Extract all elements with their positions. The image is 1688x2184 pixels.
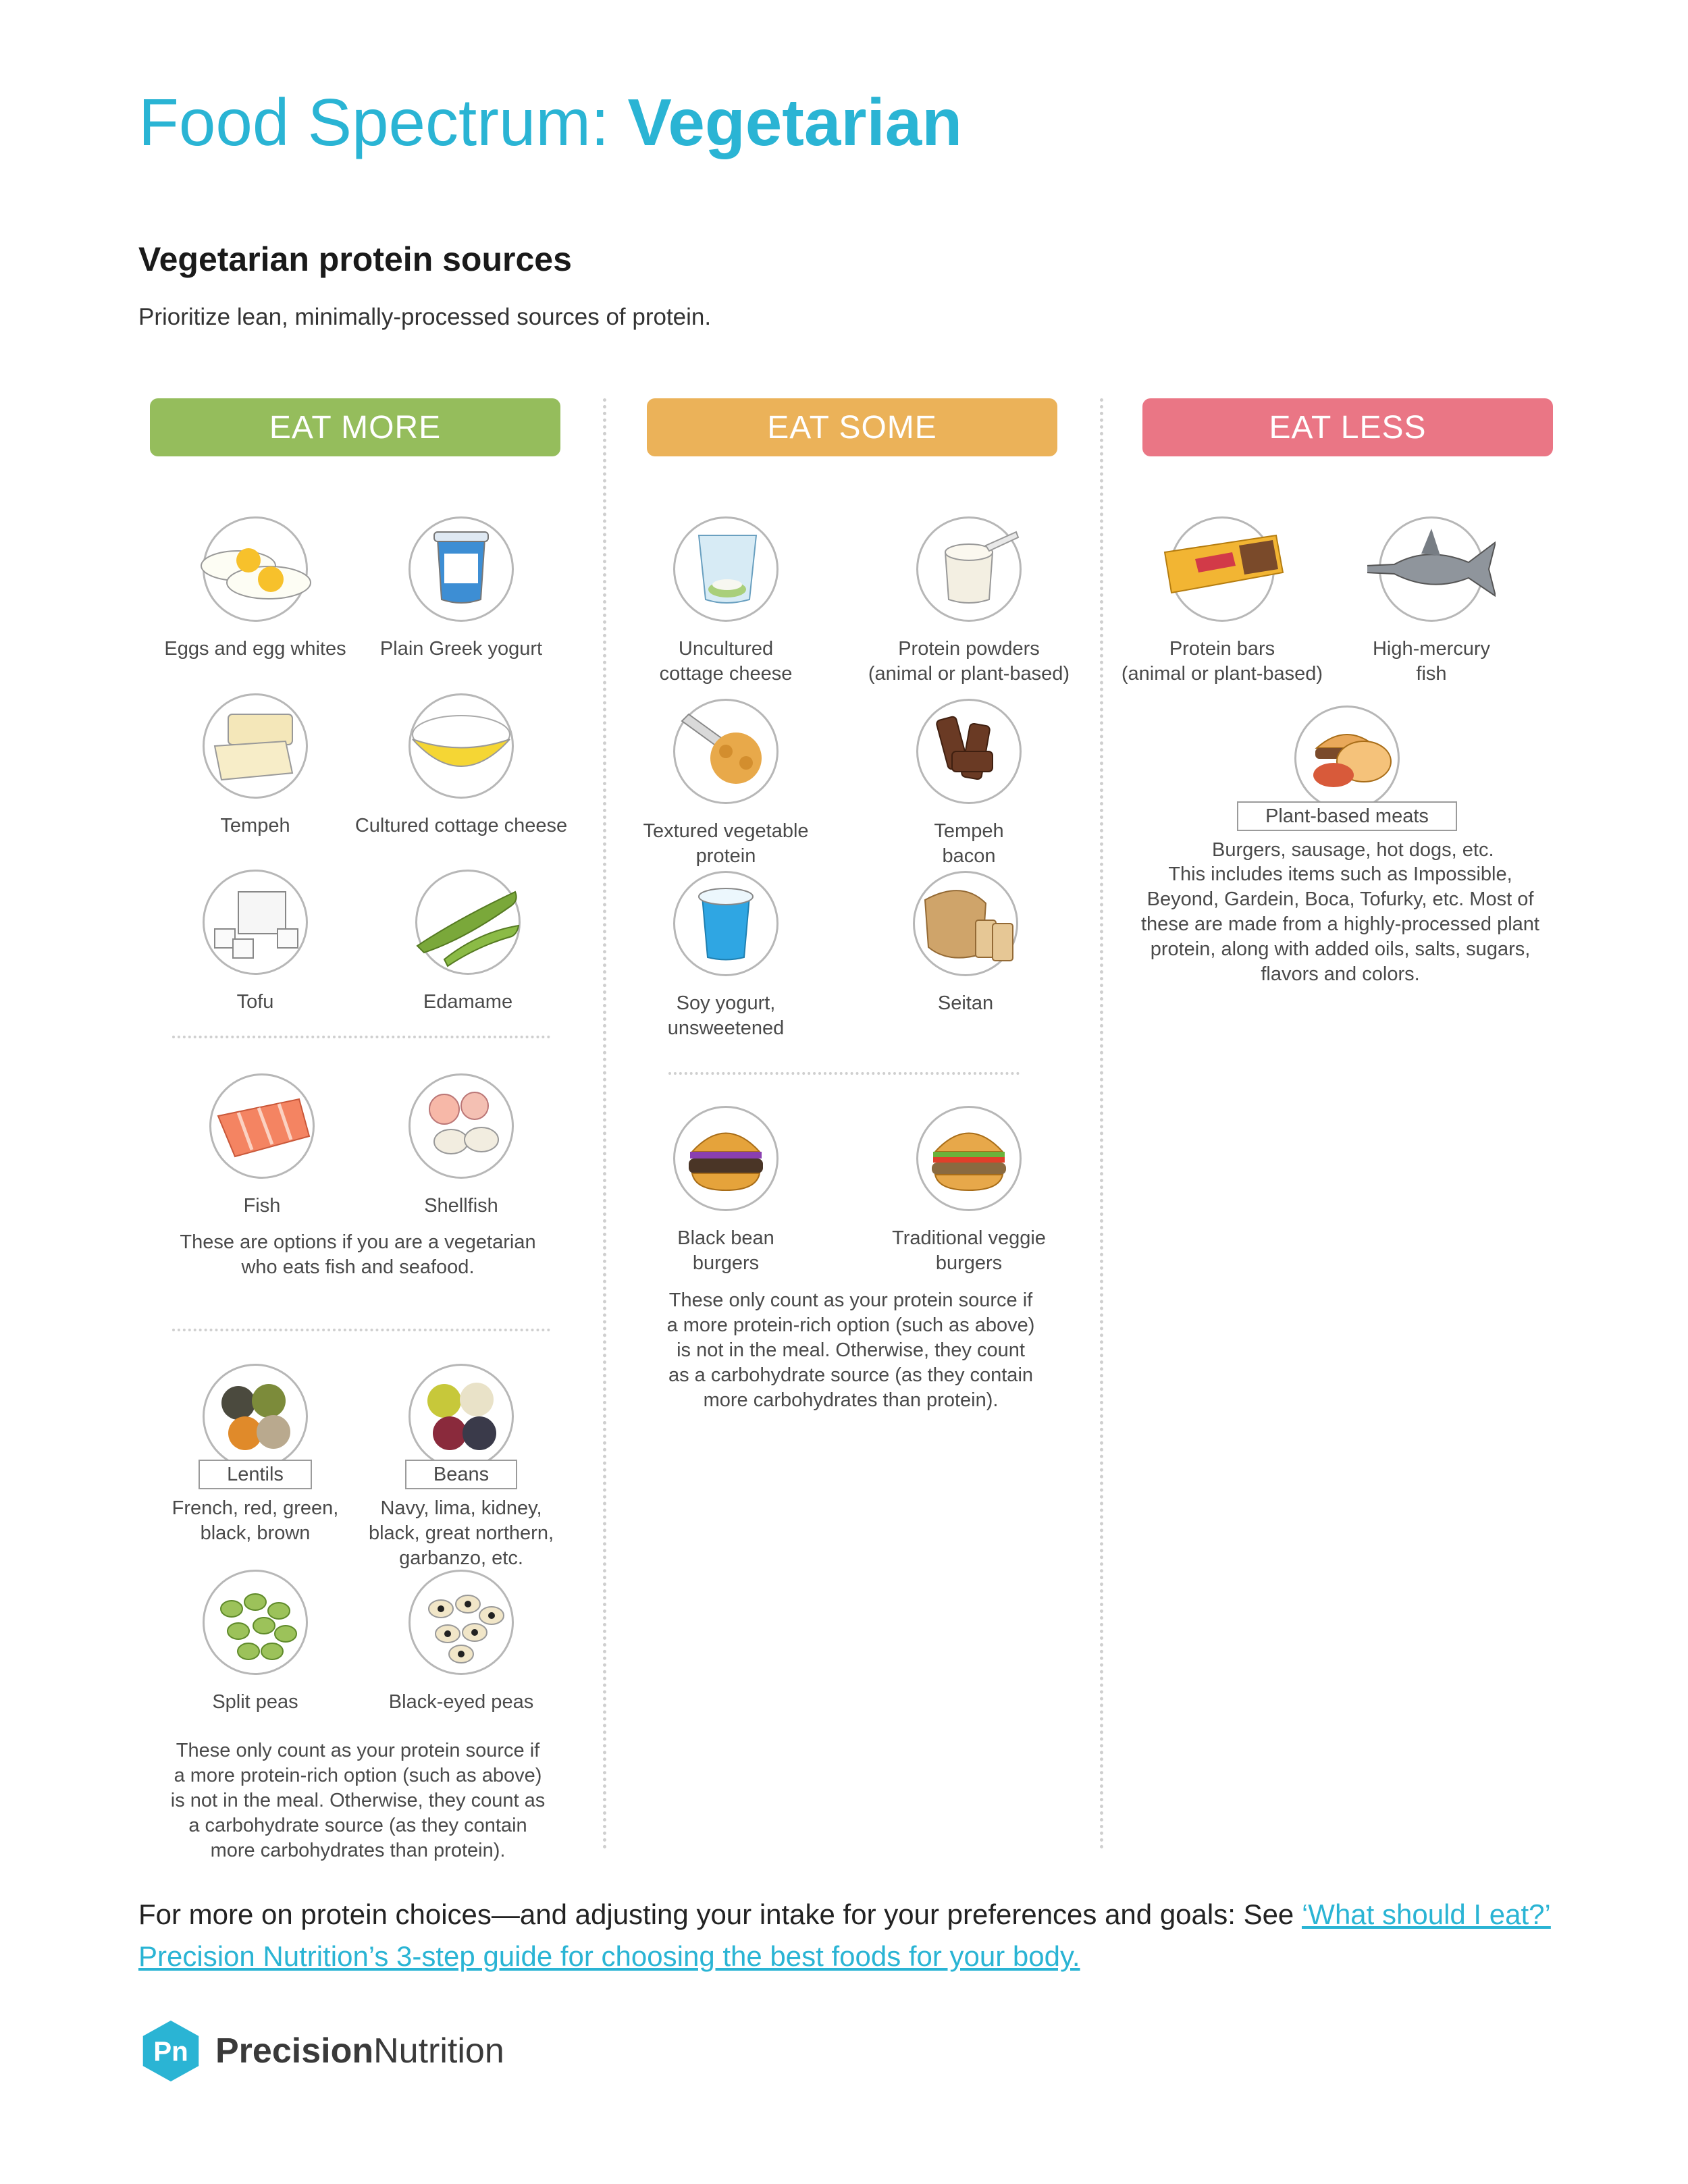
note-line: who eats fish and seafood. bbox=[241, 1256, 475, 1278]
fish-icon bbox=[209, 1073, 315, 1179]
guide-link[interactable]: ‘What should I eat?’ Precision Nutrition’s 3-step guide for choosing the best foods for your body. bbox=[138, 1898, 1551, 1972]
yogurt-icon bbox=[408, 516, 514, 622]
sub-line: Navy, lima, kidney, bbox=[380, 1497, 542, 1519]
protein-bar-icon bbox=[1169, 516, 1275, 622]
food-item-edamame bbox=[360, 870, 576, 1015]
section-divider bbox=[668, 1072, 1020, 1075]
legume-carb-note bbox=[155, 1738, 560, 1863]
food-item-eggs bbox=[147, 516, 363, 662]
food-label: Tempeh bbox=[220, 815, 290, 836]
veggie-burger-icon bbox=[916, 1106, 1022, 1211]
brand-name bbox=[215, 2031, 504, 2071]
tempeh-icon bbox=[203, 693, 308, 799]
label-line: Protein bars bbox=[1169, 638, 1275, 660]
label-line: Traditional veggie bbox=[892, 1227, 1046, 1249]
eggs-icon bbox=[203, 516, 308, 622]
section-divider bbox=[172, 1329, 550, 1331]
label-line: bacon bbox=[942, 845, 996, 867]
label-line: (animal or plant-based) bbox=[1121, 663, 1323, 685]
black-bean-burger-icon bbox=[673, 1106, 779, 1211]
swordfish-icon bbox=[1379, 516, 1484, 622]
food-item-fish bbox=[154, 1073, 370, 1219]
note-line: Beyond, Gardein, Boca, Tofurky, etc. Most of bbox=[1146, 888, 1534, 910]
label-line: burgers bbox=[935, 1252, 1003, 1274]
tempeh-bacon-icon bbox=[916, 699, 1022, 804]
label-line: Soy yogurt, bbox=[676, 992, 776, 1014]
food-label bbox=[1323, 637, 1539, 687]
food-label: Eggs and egg whites bbox=[164, 638, 346, 660]
logo-mark: Pn bbox=[153, 2035, 188, 2067]
food-sublabel bbox=[147, 1496, 363, 1546]
food-item-plant-based-meats bbox=[1212, 705, 1494, 863]
food-item-textured-vegetable-protein bbox=[618, 699, 834, 869]
food-item-traditional-veggie-burgers bbox=[861, 1106, 1077, 1276]
food-item-split-peas bbox=[147, 1570, 363, 1715]
label-line: Uncultured bbox=[678, 638, 774, 660]
eat-some-header: EAT SOME bbox=[647, 398, 1057, 456]
label-line: Tempeh bbox=[934, 820, 1004, 842]
sub-line: French, red, green, bbox=[172, 1497, 339, 1519]
pn-logo-icon bbox=[138, 2019, 203, 2083]
section-divider bbox=[172, 1036, 550, 1038]
food-label: Plain Greek yogurt bbox=[379, 638, 543, 660]
food-item-black-bean-burgers bbox=[618, 1106, 834, 1276]
page-title bbox=[138, 84, 962, 161]
note-line: these are made from a highly-processed plant bbox=[1141, 913, 1539, 935]
food-label: Black-eyed peas bbox=[388, 1691, 534, 1713]
column-divider bbox=[603, 398, 606, 1850]
section-heading: Vegetarian protein sources bbox=[138, 240, 572, 278]
note-line: a more protein-rich option (such as above) bbox=[666, 1314, 1035, 1336]
note-line: protein, along with added oils, salts, sugars, bbox=[1150, 938, 1531, 960]
note-line: is not in the meal. Otherwise, they count as bbox=[170, 1790, 546, 1811]
food-item-shellfish bbox=[353, 1073, 569, 1219]
plant-based-meats-icon bbox=[1294, 705, 1400, 811]
shellfish-icon bbox=[408, 1073, 514, 1179]
note-line: flavors and colors. bbox=[1261, 963, 1420, 985]
footer-text bbox=[138, 1894, 1556, 1977]
label-line: cottage cheese bbox=[659, 663, 793, 685]
food-sublabel: Burgers, sausage, hot dogs, etc. bbox=[1212, 839, 1494, 861]
food-item-tempeh bbox=[147, 693, 363, 838]
note-line: is not in the meal. Otherwise, they count bbox=[677, 1339, 1025, 1361]
food-item-protein-powders bbox=[861, 516, 1077, 687]
food-item-uncultured-cottage-cheese bbox=[618, 516, 834, 687]
cottage-cup-icon bbox=[673, 516, 779, 622]
food-item-greek-yogurt bbox=[353, 516, 569, 662]
food-item-tempeh-bacon bbox=[861, 699, 1077, 869]
tofu-icon bbox=[203, 870, 308, 975]
note-line: These only count as your protein source if bbox=[668, 1289, 1033, 1311]
cottage-cheese-icon bbox=[408, 693, 514, 799]
food-label bbox=[861, 637, 1077, 687]
label-line: (animal or plant-based) bbox=[868, 663, 1070, 685]
food-label: Tofu bbox=[236, 991, 274, 1013]
plant-meats-note bbox=[1121, 862, 1560, 987]
precision-nutrition-logo bbox=[138, 2019, 504, 2083]
label-line: unsweetened bbox=[667, 1017, 785, 1039]
soy-yogurt-icon bbox=[673, 871, 779, 976]
food-label bbox=[618, 1226, 834, 1276]
tvp-icon bbox=[673, 699, 779, 804]
sub-line: black, great northern, bbox=[368, 1522, 554, 1544]
label-line: High-mercury bbox=[1372, 638, 1491, 660]
food-item-soy-yogurt bbox=[618, 871, 834, 1041]
food-label: Cultured cottage cheese bbox=[354, 815, 568, 836]
title-light: Food Spectrum: bbox=[138, 85, 610, 159]
black-eyed-peas-icon bbox=[408, 1570, 514, 1675]
lentils-tag: Lentils bbox=[199, 1460, 312, 1489]
sub-line: black, brown bbox=[200, 1522, 311, 1544]
label-line: burgers bbox=[692, 1252, 760, 1274]
eat-more-header: EAT MORE bbox=[150, 398, 560, 456]
food-label bbox=[618, 991, 834, 1041]
food-label: Split peas bbox=[212, 1691, 298, 1713]
food-item-seitan bbox=[858, 871, 1074, 1016]
food-item-cultured-cottage-cheese bbox=[353, 693, 569, 838]
label-line: Black bean bbox=[677, 1227, 774, 1249]
eat-less-header: EAT LESS bbox=[1142, 398, 1553, 456]
food-item-black-eyed-peas bbox=[353, 1570, 569, 1715]
intro-text: Prioritize lean, minimally-processed sources of protein. bbox=[138, 304, 712, 330]
note-line: more carbohydrates than protein). bbox=[210, 1840, 506, 1861]
label-line: protein bbox=[695, 845, 756, 867]
food-item-protein-bars bbox=[1111, 516, 1334, 687]
food-item-tofu bbox=[147, 870, 363, 1015]
note-line: This includes items such as Impossible, bbox=[1168, 863, 1512, 885]
label-line: Protein powders bbox=[898, 638, 1040, 660]
label-line: fish bbox=[1416, 663, 1447, 685]
fish-note bbox=[155, 1230, 560, 1280]
column-divider bbox=[1100, 398, 1103, 1850]
food-label: Seitan bbox=[937, 992, 994, 1014]
note-line: more carbohydrates than protein). bbox=[703, 1389, 999, 1411]
sub-line: garbanzo, etc. bbox=[399, 1547, 523, 1569]
food-label bbox=[1111, 637, 1334, 687]
beans-icon bbox=[408, 1364, 514, 1469]
seitan-icon bbox=[913, 871, 1018, 976]
food-label bbox=[618, 637, 834, 687]
protein-powder-icon bbox=[916, 516, 1022, 622]
food-item-beans bbox=[353, 1364, 569, 1571]
lentils-icon bbox=[203, 1364, 308, 1469]
brand-bold: Precision bbox=[215, 2031, 374, 2071]
note-line: a more protein-rich option (such as above) bbox=[174, 1765, 542, 1786]
food-label: Fish bbox=[243, 1195, 281, 1217]
food-label bbox=[861, 1226, 1077, 1276]
split-peas-icon bbox=[203, 1570, 308, 1675]
burger-carb-note bbox=[648, 1288, 1053, 1413]
title-bold: Vegetarian bbox=[627, 85, 963, 159]
footer-prefix: For more on protein choices—and adjusting your intake for your preferences and goals: See bbox=[138, 1898, 1302, 1930]
food-item-high-mercury-fish bbox=[1323, 516, 1539, 687]
plant-based-meats-tag: Plant-based meats bbox=[1237, 801, 1457, 831]
brand-light: Nutrition bbox=[373, 2031, 504, 2071]
beans-tag: Beans bbox=[405, 1460, 517, 1489]
note-line: These only count as your protein source if bbox=[176, 1740, 540, 1761]
note-line: a carbohydrate source (as they contain bbox=[188, 1815, 527, 1836]
food-item-lentils bbox=[147, 1364, 363, 1546]
edamame-icon bbox=[415, 870, 521, 975]
food-label: Shellfish bbox=[424, 1195, 498, 1217]
label-line: Textured vegetable bbox=[643, 820, 809, 842]
note-line: as a carbohydrate source (as they contain bbox=[668, 1364, 1034, 1386]
food-label: Edamame bbox=[423, 991, 513, 1013]
note-line: These are options if you are a vegetarian bbox=[180, 1231, 536, 1253]
